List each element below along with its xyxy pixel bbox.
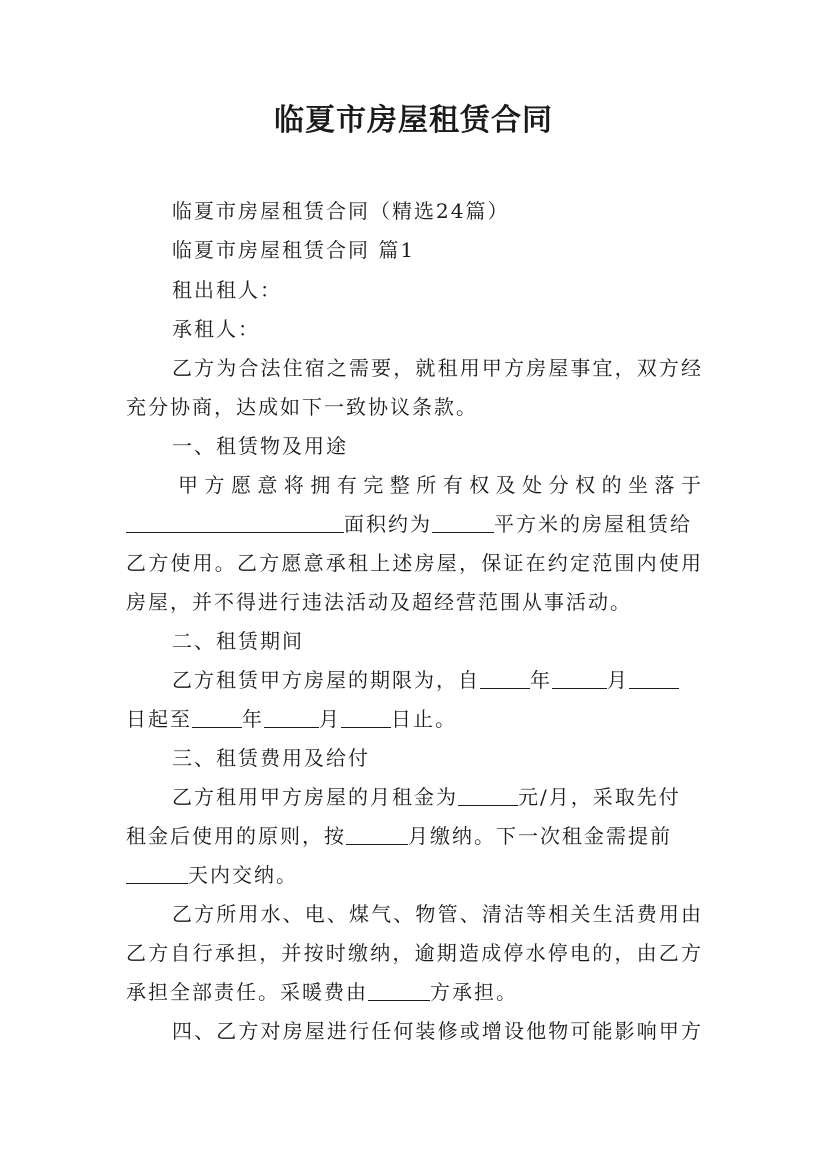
paragraph-line	[126, 667, 701, 693]
paragraph-line: 四、乙方对房屋进行任何装修或增设他物可能影响甲方	[172, 1019, 701, 1043]
text-fragment: 月	[607, 668, 629, 692]
paragraph-line: 甲方愿意将拥有完整所有权及处分权的坐落于	[178, 473, 701, 497]
blank-field	[480, 668, 530, 689]
text-fragment: 日起至	[126, 707, 192, 731]
blank-field	[341, 707, 391, 728]
paragraph-line	[126, 862, 701, 888]
clause-heading: 一、租赁物及用途	[172, 434, 348, 458]
blank-field	[346, 824, 408, 845]
blank-field	[126, 863, 188, 884]
text-fragment: 月	[319, 707, 341, 731]
text-fragment: 元/月，采取先付	[518, 785, 681, 809]
paragraph-line: 房屋，并不得进行违法活动及超经营范围从事活动。	[126, 590, 632, 614]
blank-field	[368, 980, 430, 1001]
paragraph-line: 乙方自行承担，并按时缴纳，逾期造成停水停电的，由乙方	[126, 941, 701, 965]
blank-field	[126, 512, 344, 533]
clause-heading: 三、租赁费用及给付	[172, 746, 370, 770]
clause-heading: 二、租赁期间	[172, 629, 304, 653]
text-fragment: 日止。	[391, 707, 457, 731]
paragraph-line	[126, 823, 701, 849]
paragraph-line: 乙方所用水、电、煤气、物管、清洁等相关生活费用由	[172, 902, 701, 926]
text-fragment: 年	[242, 707, 264, 731]
text-fragment: 年	[530, 668, 552, 692]
blank-field	[192, 707, 242, 728]
text-fragment: 方承担。	[430, 980, 518, 1004]
paragraph-line	[126, 979, 701, 1005]
blank-field	[432, 512, 494, 533]
blank-field	[552, 668, 607, 689]
text-fragment: 承担全部责任。采暖费由	[126, 980, 368, 1004]
section-heading: 临夏市房屋租赁合同 篇1	[172, 238, 416, 262]
document-title: 临夏市房屋租赁合同	[274, 103, 553, 138]
paragraph-line	[126, 511, 701, 537]
blank-field	[264, 707, 319, 728]
text-fragment: 租金后使用的原则，按	[126, 824, 346, 848]
text-fragment: 月缴纳。下一次租金需提前	[408, 824, 672, 848]
text-fragment: 天内交纳。	[188, 863, 298, 887]
text-fragment: 面积约为	[344, 512, 432, 536]
text-fragment: 乙方租用甲方房屋的月租金为	[172, 785, 458, 809]
paragraph-line: 乙方为合法住宿之需要，就租用甲方房屋事宜，双方经	[172, 356, 701, 380]
paragraph-line: 充分协商，达成如下一致协议条款。	[126, 395, 478, 419]
blank-field	[458, 785, 518, 806]
paragraph-line	[126, 784, 701, 810]
paragraph-line	[126, 706, 701, 732]
lessor-label: 租出租人：	[172, 278, 282, 302]
text-fragment: 平方米的房屋租赁给	[494, 512, 692, 536]
blank-field	[629, 668, 679, 689]
subtitle-line: 临夏市房屋租赁合同（精选24篇）	[172, 199, 510, 223]
lessee-label: 承租人：	[172, 317, 260, 341]
text-fragment: 乙方租赁甲方房屋的期限为，自	[172, 668, 480, 692]
paragraph-line: 乙方使用。乙方愿意承租上述房屋，保证在约定范围内使用	[126, 551, 701, 575]
